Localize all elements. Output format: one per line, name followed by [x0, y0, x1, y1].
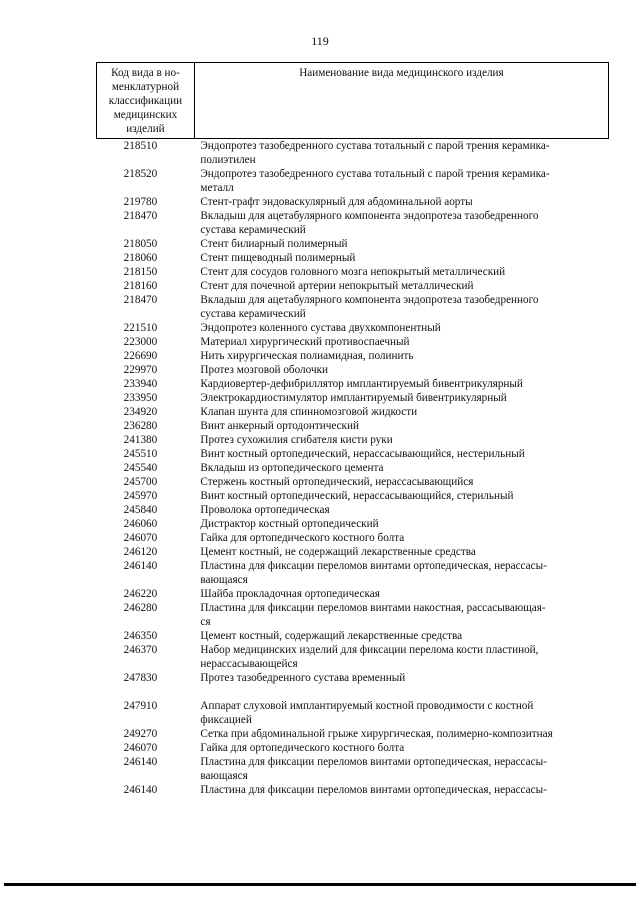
device-code: 219780 — [123, 196, 158, 208]
device-name-line: Пластина для фиксации переломов винтами ортопедическая, нерассасы- — [200, 756, 547, 768]
device-code: 246140 — [123, 784, 158, 796]
device-name-line: Цемент костный, не содержащий лекарственные средства — [200, 546, 476, 558]
device-code: 233940 — [123, 378, 158, 390]
table-row — [97, 279, 609, 293]
table-body — [97, 139, 609, 798]
device-name-line: Электрокардиостимулятор имплантируемый бивентрикулярный — [200, 392, 507, 404]
header-line: менклатурной — [111, 81, 180, 93]
device-name-line: Пластина для фиксации переломов винтами ортопедическая, нерассасы- — [200, 560, 547, 572]
table-row — [97, 251, 609, 265]
device-name-line: Винт костный ортопедический, нерассасывающийся, нестерильный — [200, 448, 525, 460]
table-row — [97, 195, 609, 209]
device-code: 246070 — [123, 742, 158, 754]
table-row — [97, 643, 609, 671]
device-name — [194, 335, 608, 349]
device-code: 218150 — [123, 266, 158, 278]
device-name — [194, 293, 608, 321]
device-name — [194, 265, 608, 279]
device-name-line: сустава керамический — [200, 308, 306, 320]
device-code: 245970 — [123, 490, 158, 502]
device-name — [194, 587, 608, 601]
device-name-line: сустава керамический — [200, 224, 306, 236]
table-row — [97, 755, 609, 783]
device-code: 218520 — [123, 168, 158, 180]
device-name — [194, 405, 608, 419]
table-row — [97, 433, 609, 447]
name-column-header: Наименование вида медицинского изделия — [194, 63, 608, 139]
device-name-line: Эндопротез тазобедренного сустава тотальный с парой трения керамика- — [200, 168, 550, 180]
device-code: 246370 — [123, 644, 158, 656]
device-name-line: вающаяся — [200, 574, 248, 586]
device-name — [194, 489, 608, 503]
table-row — [97, 447, 609, 461]
table-row — [97, 475, 609, 489]
device-code: 245840 — [123, 504, 158, 516]
table-row — [97, 139, 609, 168]
device-name — [194, 461, 608, 475]
device-name — [194, 475, 608, 489]
table-row — [97, 559, 609, 587]
table-row — [97, 265, 609, 279]
table-row — [97, 363, 609, 377]
device-code: 247830 — [123, 672, 158, 684]
device-code: 246220 — [123, 588, 158, 600]
device-code: 245540 — [123, 462, 158, 474]
device-code: 218060 — [123, 252, 158, 264]
page-number: 119 — [311, 34, 329, 48]
device-name-line: Протез тазобедренного сустава временный — [200, 672, 406, 684]
device-code: 218470 — [123, 294, 158, 306]
device-name-line: Пластина для фиксации переломов винтами накостная, рассасывающая- — [200, 602, 546, 614]
device-name-line: Цемент костный, содержащий лекарственные средства — [200, 630, 463, 642]
table-row — [97, 167, 609, 195]
device-name-line: Винт костный ортопедический, нерассасывающийся, стерильный — [200, 490, 514, 502]
device-code: 218510 — [123, 140, 158, 152]
device-code: 249270 — [123, 728, 158, 740]
device-code: 226690 — [123, 350, 158, 362]
device-name — [194, 419, 608, 433]
device-name — [194, 727, 608, 741]
device-name-line: Аппарат слуховой имплантируемый костной проводимости с костной — [200, 700, 534, 712]
device-name — [194, 755, 608, 783]
device-name — [194, 321, 608, 335]
device-name — [194, 531, 608, 545]
device-name-line: Стент пищеводный полимерный — [200, 252, 356, 264]
device-code: 245510 — [123, 448, 158, 460]
table-row — [97, 699, 609, 727]
device-name-line: Вкладыш для ацетабулярного компонента эндопротеза тазобедренного — [200, 294, 539, 306]
device-name-line: Винт анкерный ортодонтический — [200, 420, 359, 432]
device-name-line: Материал хирургический противоспаечный — [200, 336, 410, 348]
device-name-line: Протез сухожилия сгибателя кисти руки — [200, 434, 393, 446]
device-name-line: Нить хирургическая полиамидная, полинить — [200, 350, 414, 362]
footer-rule — [4, 883, 636, 886]
header-line: классификации — [108, 95, 183, 107]
device-name-line: Вкладыш для ацетабулярного компонента эндопротеза тазобедренного — [200, 210, 539, 222]
device-name-line: Стент билиарный полимерный — [200, 238, 348, 250]
device-name-line: Набор медицинских изделий для фиксации перелома кости пластиной, — [200, 644, 539, 656]
table-row — [97, 209, 609, 237]
device-name-line: Эндопротез тазобедренного сустава тотальный с парой трения керамика- — [200, 140, 550, 152]
device-name — [194, 545, 608, 559]
device-code: 246140 — [123, 756, 158, 768]
device-code: 218050 — [123, 238, 158, 250]
device-name — [194, 139, 608, 168]
table-row — [97, 293, 609, 321]
table-row — [97, 349, 609, 363]
device-name — [194, 363, 608, 377]
device-code: 246070 — [123, 532, 158, 544]
device-name-line: нерассасывающейся — [200, 658, 298, 670]
device-name — [194, 503, 608, 517]
device-name — [194, 391, 608, 405]
device-name — [194, 349, 608, 363]
device-name-line: Шайба прокладочная ортопедическая — [200, 588, 380, 600]
device-code: 245700 — [123, 476, 158, 488]
device-code: 221510 — [123, 322, 158, 334]
device-name-line: Кардиовертер-дефибриллятор имплантируемый бивентрикулярный — [200, 378, 523, 390]
device-code: 246140 — [123, 560, 158, 572]
device-name — [194, 279, 608, 293]
table-row — [97, 377, 609, 391]
device-name — [194, 741, 608, 755]
table-row — [97, 405, 609, 419]
device-name-line: Дистрактор костный ортопедический — [200, 518, 379, 530]
table-row — [97, 503, 609, 517]
table-row — [97, 321, 609, 335]
device-name-line: Гайка для ортопедического костного болта — [200, 742, 405, 754]
device-code: 236280 — [123, 420, 158, 432]
table-row — [97, 741, 609, 755]
table-row — [97, 545, 609, 559]
table-row — [97, 531, 609, 545]
device-name-line: Стент-графт эндоваскулярный для абдоминальной аорты — [200, 196, 473, 208]
device-code: 218160 — [123, 280, 158, 292]
device-name — [194, 195, 608, 209]
table-row — [97, 783, 609, 797]
table-spacer-row — [97, 685, 609, 699]
device-code: 223000 — [123, 336, 158, 348]
device-code: 247910 — [123, 700, 158, 712]
device-name — [194, 699, 608, 727]
device-name-line: Стержень костный ортопедический, нерассасывающийся — [200, 476, 474, 488]
table-row — [97, 629, 609, 643]
device-name-line: Протез мозговой оболочки — [200, 364, 328, 376]
device-code: 234920 — [123, 406, 158, 418]
device-name — [194, 447, 608, 461]
header-line: изделий — [126, 123, 165, 135]
device-name — [194, 601, 608, 629]
device-name-line: Вкладыш из ортопедического цемента — [200, 462, 384, 474]
device-name-line: Гайка для ортопедического костного болта — [200, 532, 405, 544]
device-name-line: фиксацией — [200, 714, 252, 726]
device-name — [194, 783, 608, 797]
device-name-line: полиэтилен — [200, 154, 256, 166]
device-name — [194, 629, 608, 643]
header-line: Код вида в но- — [111, 67, 180, 79]
device-name-line: Сетка при абдоминальной грыже хирургическая, полимерно-композитная — [200, 728, 553, 740]
device-name-line: Клапан шунта для спинномозговой жидкости — [200, 406, 418, 418]
device-name — [194, 209, 608, 237]
table-row — [97, 391, 609, 405]
device-code: 241380 — [123, 434, 158, 446]
table-row — [97, 671, 609, 685]
device-name — [194, 377, 608, 391]
header-line: медицинских — [113, 109, 178, 121]
device-name — [194, 251, 608, 265]
device-code: 229970 — [123, 364, 158, 376]
table-row — [97, 237, 609, 251]
device-name — [194, 167, 608, 195]
spacer-cell — [97, 685, 609, 699]
device-code: 246120 — [123, 546, 158, 558]
table-row — [97, 461, 609, 475]
table-row — [97, 335, 609, 349]
table-row — [97, 419, 609, 433]
table-row — [97, 601, 609, 629]
device-name-line: Эндопротез коленного сустава двухкомпонентный — [200, 322, 441, 334]
device-name-line: Стент для сосудов головного мозга непокрытый металлический — [200, 266, 506, 278]
table-row — [97, 587, 609, 601]
device-code: 246280 — [123, 602, 158, 614]
device-code: 246350 — [123, 630, 158, 642]
device-code: 246060 — [123, 518, 158, 530]
medical-device-table — [96, 62, 609, 797]
device-code: 218470 — [123, 210, 158, 222]
device-name-line: Пластина для фиксации переломов винтами ортопедическая, нерассасы- — [200, 784, 547, 796]
table-header-row — [97, 63, 609, 139]
device-name-line: Проволока ортопедическая — [200, 504, 330, 516]
device-name — [194, 559, 608, 587]
device-code: 233950 — [123, 392, 158, 404]
device-name-line: вающаяся — [200, 770, 248, 782]
device-name-line: Стент для почечной артерии непокрытый металлический — [200, 280, 474, 292]
code-column-header — [97, 63, 195, 139]
device-name — [194, 517, 608, 531]
device-name — [194, 671, 608, 685]
table-row — [97, 727, 609, 741]
device-name-line: ся — [200, 616, 211, 628]
device-name-line: металл — [200, 182, 234, 194]
device-name — [194, 237, 608, 251]
device-name — [194, 643, 608, 671]
table-row — [97, 517, 609, 531]
device-name — [194, 433, 608, 447]
table-row — [97, 489, 609, 503]
